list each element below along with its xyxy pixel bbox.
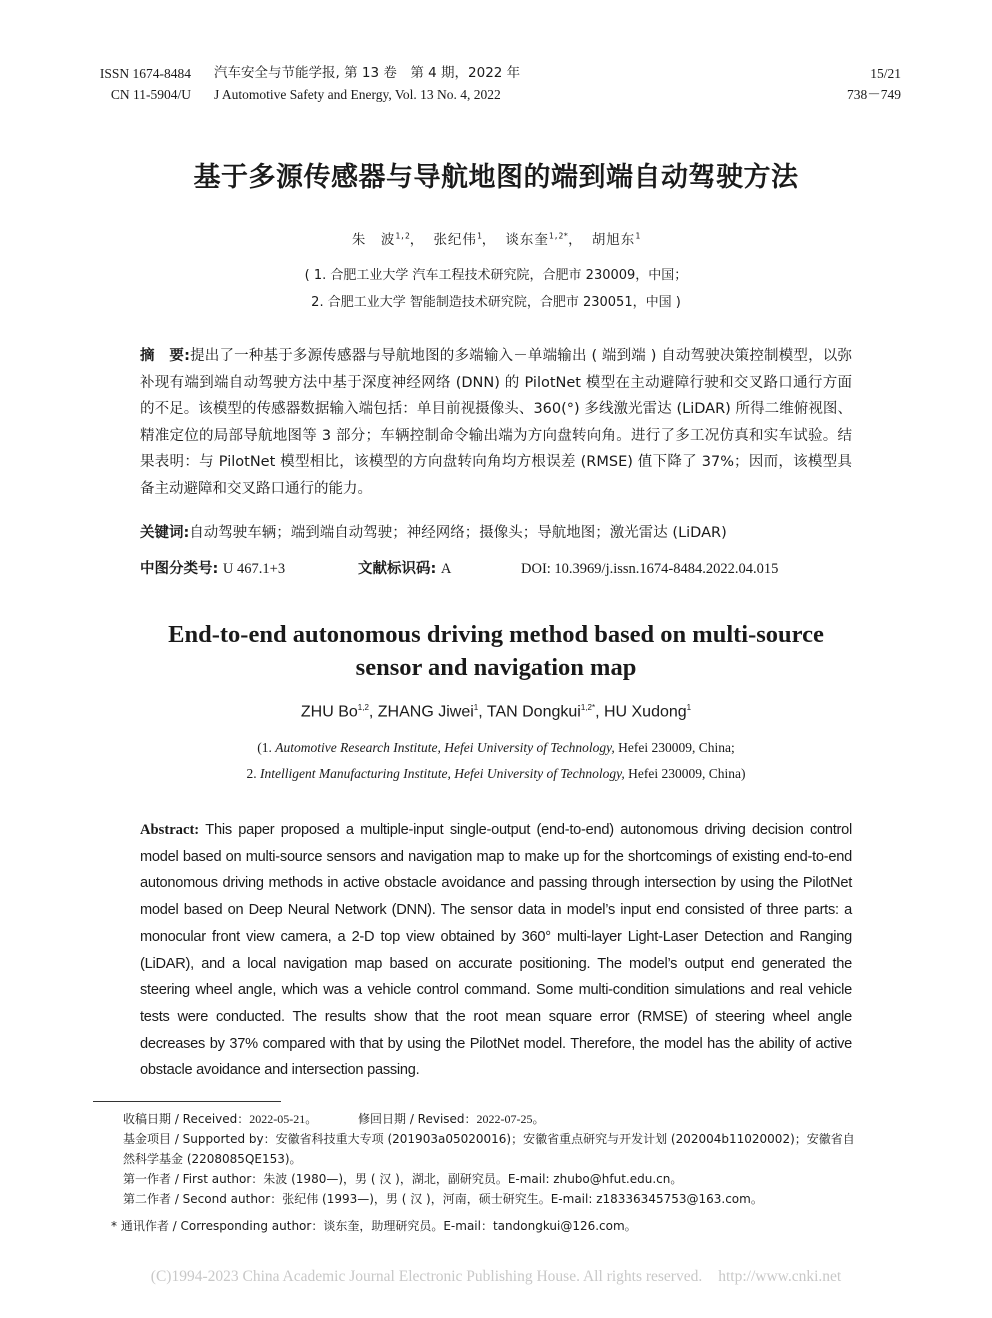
cn-keywords-text: 自动驾驶车辆；端到端自动驾驶；神经网络；摄像头；导航地图；激光雷达 (LiDAR)	[189, 525, 727, 541]
en-authors: ZHU Bo$^{1,2}$, ZHANG Jiwei$^1$, TAN Dongkui$^{1,2*}$, HU Xudong$^1$	[300, 703, 692, 721]
cn-keywords	[140, 520, 852, 546]
second-author-text: 张纪伟 (1993—)，男 ( 汉 )，河南，硕士研究生。E-mail: z18336345753@163.com。	[282, 1192, 763, 1206]
funding-label: 基金项目 / Supported by：	[123, 1132, 276, 1146]
en-aff-2-institute: Intelligent Manufacturing Institute, Hefei University of Technology,	[260, 766, 625, 781]
doc-code-label: 文献标识码:	[358, 561, 437, 577]
en-aff-2-location: Hefei 230009, China)	[628, 766, 746, 781]
footnote-second-author	[123, 1189, 863, 1209]
en-author-sup: 1,2*	[580, 703, 596, 712]
en-abstract-label: Abstract:	[140, 822, 200, 838]
second-author-label: 第二作者 / Second author：	[123, 1192, 283, 1206]
doi: DOI: 10.3969/j.issn.1674-8484.2022.04.015	[521, 561, 779, 577]
journal-name-cn: 汽车安全与节能学报, 第 13 卷 第 4 期，2022 年	[214, 65, 521, 81]
cn-keywords-label: 关键词:	[140, 525, 190, 541]
cn-author-name: 胡旭东	[591, 232, 636, 248]
en-affiliation-2	[0, 766, 992, 782]
en-abstract	[140, 817, 852, 1084]
clc-item	[140, 556, 285, 582]
en-author-sup: 1	[686, 703, 692, 712]
en-aff-2-prefix: 2.	[246, 766, 257, 781]
cn-abstract	[140, 343, 852, 503]
footnote-funding	[123, 1129, 863, 1169]
page-index: 15/21	[870, 66, 901, 81]
en-author-sup: 1,2	[357, 703, 369, 712]
cn-author-name: 谈东奎	[505, 232, 549, 248]
first-author-label: 第一作者 / First author：	[123, 1172, 264, 1186]
received-date: 2022-05-21。	[249, 1112, 318, 1126]
cn-affiliation-2: 2. 合肥工业大学 智能制造技术研究院，合肥市 230051，中国 )	[311, 295, 681, 310]
clc-label: 中图分类号:	[140, 561, 219, 577]
received-label: 收稿日期 / Received：	[123, 1112, 250, 1126]
en-author-sup: 1	[473, 703, 479, 712]
revised-item	[358, 1109, 545, 1129]
doc-code-item	[358, 556, 451, 582]
cn-author-sup: 1	[476, 231, 482, 241]
footnote-first-author	[123, 1169, 863, 1189]
en-author-name: ZHU Bo	[300, 703, 358, 721]
en-affiliation-1	[0, 740, 992, 756]
en-author-name: ZHANG Jiwei	[377, 703, 474, 721]
en-abstract-text: This paper proposed a multiple-input single-output (end-to-end) autonomous driving decision control model based on multi-source sensors and navigation map to make up for the shortcomings of existing end-to-end autonomous driving methods in active obstacle avoidance and passing through intersection by using the PilotNet model based on Deep Neural Network (DNN). The sensor data in model’s input end consisted of three parts: a monocular front view camera, a 2-D top view obtained by 360° multi-layer Light-Laser Detection and Ranging (LiDAR), and a local navigation map based on accurate positioning. The model’s output end generated the steering wheel angle, which was a vehicle control command. Some multi-condition simulations and real vehicle tests were conducted. The results show that the root mean square error (RMSE) of steering wheel angle decreases by 37% compared with that by using the PilotNet model. Therefore, the model has the ability of active obstacle avoidance and intersection passing.	[140, 822, 852, 1079]
issn: ISSN 1674-8484	[99, 66, 191, 81]
revised-label: 修回日期 / Revised：	[358, 1112, 477, 1126]
cn-abstract-text: 提出了一种基于多源传感器与导航地图的多端输入－单端输出 ( 端到端 ) 自动驾驶决策控制模型，以弥补现有端到端自动驾驶方法中基于深度神经网络 (DNN) 的 PilotNet 模型在主动避障行驶和交叉路口通行方面的不足。该模型的传感器数据输入端包括：单目前视摄像头、360(°) 多线激光雷达 (LiDAR) 所得二维俯视图、精准定位的局部导航地图等 3 部分；车辆控制命令输出端为方向盘转向角。进行了多工况仿真和实车试验。结果表明：与 PilotNet 模型相比，该模型的方向盘转向角均方根误差 (RMSE) 值下降了 37%；因而，该模型具备主动避障和交叉路口通行的能力。	[140, 348, 852, 497]
en-author-name: TAN Dongkui	[486, 703, 581, 721]
cn-affiliation-1: ( 1. 合肥工业大学 汽车工程技术研究院，合肥市 230009，中国；	[304, 268, 688, 283]
en-aff-1-location: Hefei 230009, China;	[618, 740, 735, 755]
cn-authors: 朱 波$^{1,2}$， 张纪伟$^1$， 谈东奎$^{1,2*}$， 胡旭东$^1$	[351, 231, 641, 248]
cn-author-sup: 1	[635, 231, 641, 241]
en-title	[0, 618, 992, 684]
cn-abstract-label: 摘 要:	[140, 348, 190, 364]
en-aff-1-prefix: (1.	[257, 740, 272, 755]
corresponding-label: * 通讯作者 / Corresponding author：	[111, 1219, 324, 1233]
journal-name-en: J Automotive Safety and Energy, Vol. 13 No. 4, 2022	[214, 87, 501, 102]
en-title-line-2: sensor and navigation map	[355, 654, 637, 681]
cnki-url[interactable]: http://www.cnki.net	[718, 1268, 842, 1285]
page-range: 738－749	[847, 87, 901, 102]
cn-title: 基于多源传感器与导航地图的端到端自动驾驶方法	[193, 162, 799, 193]
en-author-name: HU Xudong	[603, 703, 687, 721]
footnote-corresponding	[111, 1216, 851, 1236]
cn-author-name: 张纪伟	[433, 232, 477, 248]
header-identifiers	[93, 63, 191, 105]
copyright-text: (C)1994-2023 China Academic Journal Electronic Publishing House. All rights reserved.	[150, 1268, 703, 1285]
footnote-dates	[123, 1109, 863, 1129]
header-journal	[214, 63, 520, 105]
clc-value: U 467.1+3	[222, 561, 286, 577]
cn-number: CN 11-5904/U	[110, 87, 191, 102]
revised-date: 2022-07-25。	[476, 1112, 545, 1126]
cn-author-sup: 1,2*	[548, 231, 569, 241]
copyright-watermark	[0, 1268, 992, 1286]
en-title-line-1: End-to-end autonomous driving method based on multi-source	[168, 621, 824, 648]
funding-text: 安徽省科技重大专项 (201903a05020016)；安徽省重点研究与开发计划 (202004b11020002)；安徽省自然科学基金 (2208085QE153)。	[123, 1132, 855, 1166]
first-author-text: 朱波 (1980—)，男 ( 汉 )，湖北，副研究员。E-mail: zhubo@hfut.edu.cn。	[263, 1172, 683, 1186]
corresponding-text: 谈东奎，助理研究员。E-mail：tandongkui@126.com。	[323, 1219, 637, 1233]
en-aff-1-institute: Automotive Research Institute, Hefei University of Technology,	[275, 740, 615, 755]
header-pages	[847, 63, 901, 105]
footnote-divider	[93, 1101, 281, 1102]
cn-author-name: 朱 波	[351, 232, 396, 248]
doc-code-value: A	[440, 561, 452, 577]
cn-author-sup: 1,2	[395, 231, 410, 241]
